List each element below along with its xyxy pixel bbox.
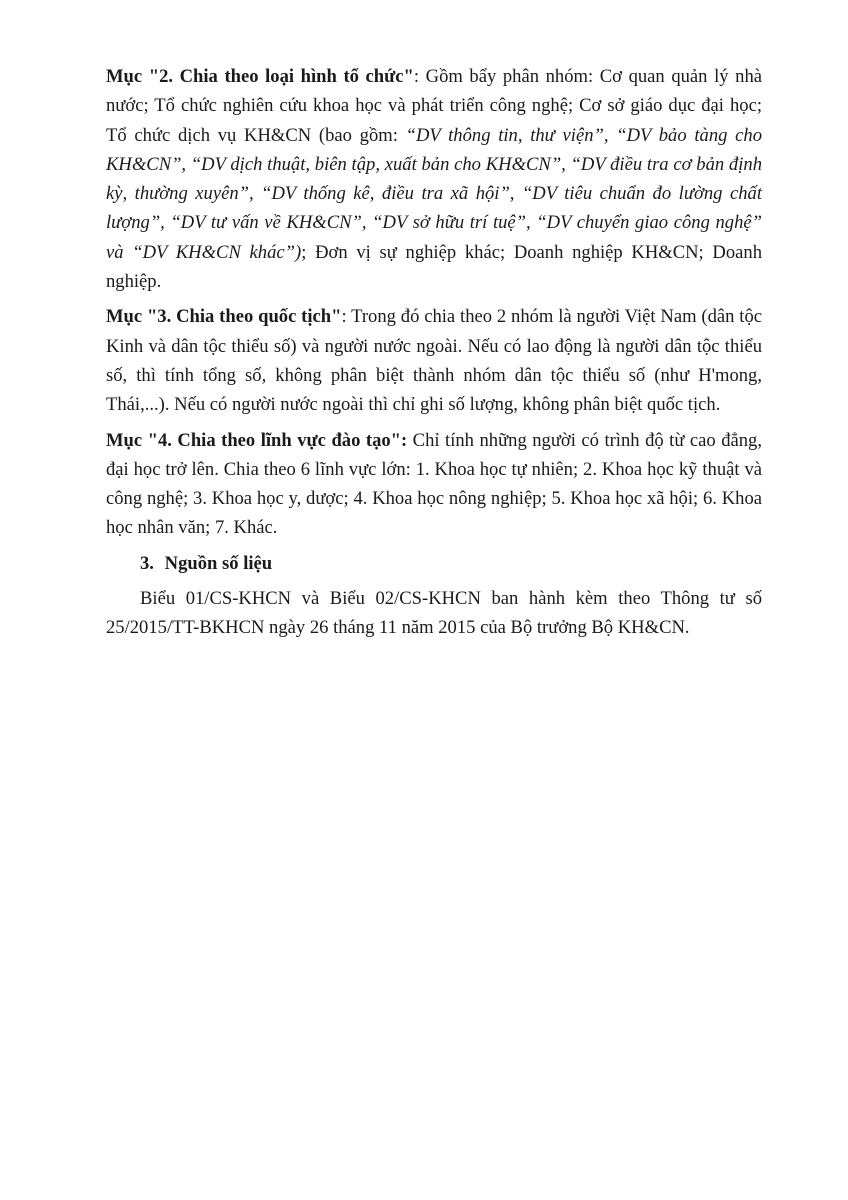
section-title: Mục "2. Chia theo loại hình tổ chức" bbox=[106, 66, 414, 87]
section-text: Chỉ tính những người có trình độ từ cao đẳng, đại học trở lên. Chia theo 6 lĩnh vực lớn: 1. Khoa học tự nhiên; 2. Khoa học kỹ thuật và công nghệ; 3. Khoa học y, dược; 4. Khoa học nông nghiệp; 5. Khoa học xã hội; 6. Khoa học nhân văn; 7. Khác. bbox=[106, 429, 762, 539]
section-nationality bbox=[106, 302, 762, 419]
section-title: Mục "4. Chia theo lĩnh vực đào tạo": bbox=[106, 429, 408, 451]
section-organization-type bbox=[106, 62, 762, 296]
section-italic-text: “DV thông tin, thư viện”, “DV bảo tàng cho KH&CN”, “DV dịch thuật, biên tập, xuất bản cho KH&CN”, “DV điều tra cơ bản định kỳ, thường xuyên”, “DV thống kê, điều tra xã hội”, “DV tiêu chuẩn đo lường chất lượng”, “DV tư vấn về KH&CN”, “DV sở hữu trí tuệ”, “DV chuyển giao công nghệ” và “DV KH&CN khác”) bbox=[106, 124, 762, 263]
section-text: : Trong đó chia theo 2 nhóm là người Việt Nam (dân tộc Kinh và dân tộc thiểu số) và người nước ngoài. Nếu có lao động là người dân tộc thiểu số, thì tính tổng số, không phân biệt thành nhóm dân tộc thiểu số (như H'mong, Thái,...). Nếu có người nước ngoài thì chỉ ghi số lượng, không phân biệt quốc tịch. bbox=[106, 306, 762, 416]
section-training-field bbox=[106, 426, 762, 543]
section-title: Mục "3. Chia theo quốc tịch" bbox=[106, 306, 342, 328]
source-heading bbox=[106, 549, 762, 578]
source-heading-title: Nguồn số liệu bbox=[164, 552, 273, 574]
source-text: Biểu 01/CS-KHCN và Biểu 02/CS-KHCN ban hành kèm theo Thông tư số 25/2015/TT-BKHCN ngày 26 tháng 11 năm 2015 của Bộ trưởng Bộ KH&CN. bbox=[106, 588, 762, 639]
section-text: : Gồm bẩy phân nhóm: Cơ quan quản lý nhà nước; Tổ chức nghiên cứu khoa học và phát triển công nghệ; Cơ sở giáo dục đại học; Tổ chức dịch vụ KH&CN (bao gồm: bbox=[106, 66, 762, 146]
section-text: ; Đơn vị sự nghiệp khác; Doanh nghiệp KH&CN; Doanh nghiệp. bbox=[106, 241, 763, 293]
document-page bbox=[106, 62, 762, 643]
source-heading-number: 3. bbox=[140, 552, 154, 574]
